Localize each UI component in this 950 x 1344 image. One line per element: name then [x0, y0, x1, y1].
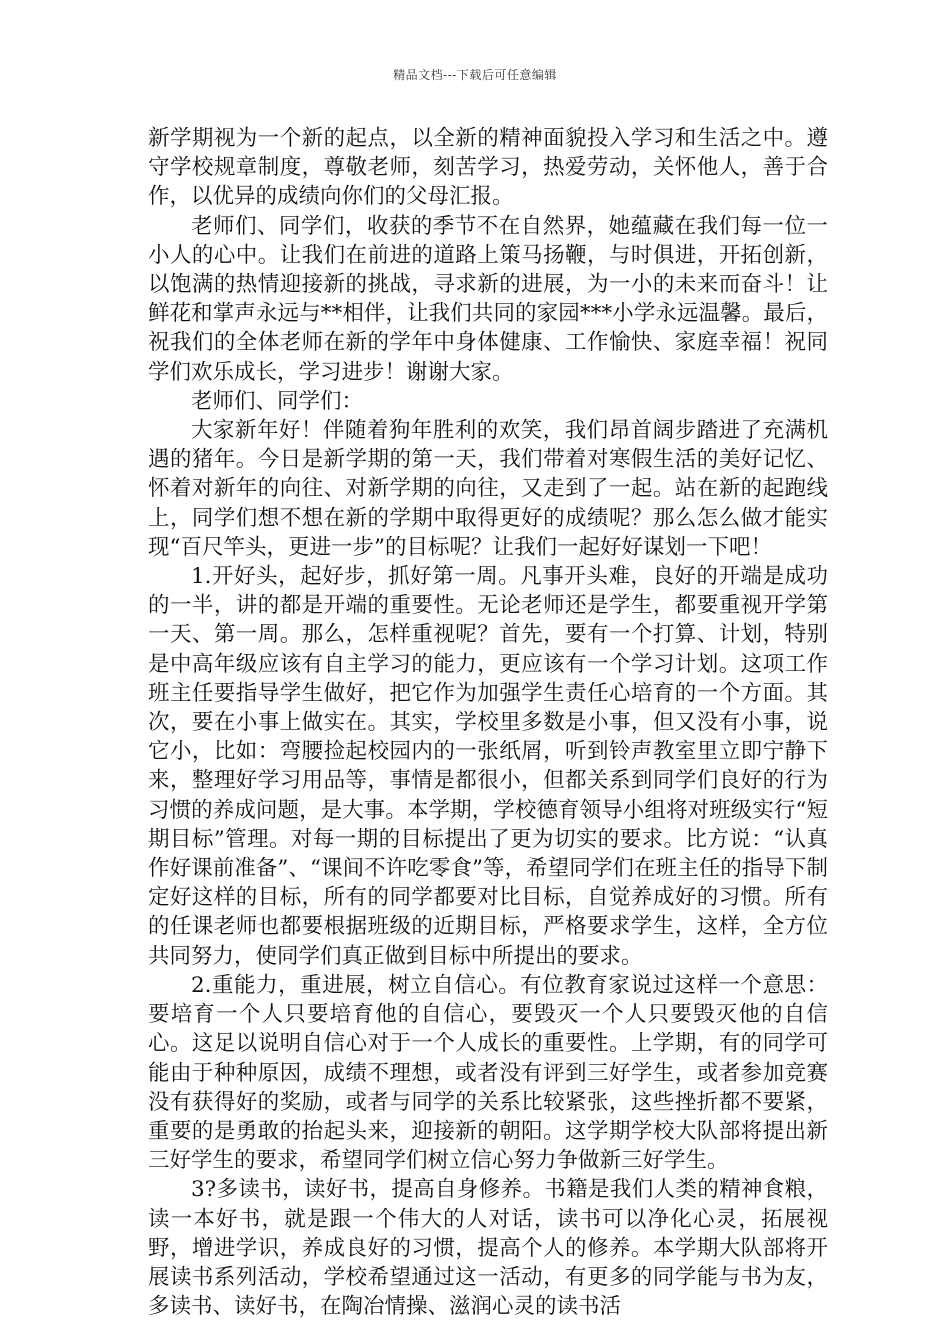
paragraph: 2.重能力，重进展，树立自信心。有位教育家说过这样一个意思：要培育一个人只要培育他的自信心，要毁灭一个人只要毁灭他的自信心。这足以说明自信心对于一个人成长的重要性。上学期，有的同学可能由于种种原因，成绩不理想，或者没有评到三好学生，或者参加竞赛没有获得好的奖励，或者与同学的关系比较紧张，这些挫折都不要紧，重要的是勇敢的抬起头来，迎接新的朝阳。这学期学校大队部将提出新三好学生的要求，希望同学们树立信心努力争做新三好学生。 [148, 972, 828, 1174]
paragraph: 新学期视为一个新的起点，以全新的精神面貌投入学习和生活之中。遵守学校规章制度，尊敬老师，刻苦学习，热爱劳动，关怀他人，善于合作，以优异的成绩向你们的父母汇报。 [148, 126, 828, 210]
page-header: 精品文档---下载后可任意编辑 [393, 68, 557, 82]
paragraph: 1.开好头，起好步，抓好第一周。凡事开头难，良好的开端是成功的一半，讲的都是开端的重要性。无论老师还是学生，都要重视开学第一天、第一周。那么，怎样重视呢？首先，要有一个打算、计划，特别是中高年级应该有自主学习的能力，更应该有一个学习计划。这项工作班主任要指导学生做好，把它作为加强学生责任心培育的一个方面。其次，要在小事上做实在。其实，学校里多数是小事，但又没有小事，说它小，比如：弯腰捡起校园内的一张纸屑，听到铃声教室里立即宁静下来，整理好学习用品等，事情是都很小，但都关系到同学们良好的行为习惯的养成问题，是大事。本学期，学校德育领导小组将对班级实行“短期目标”管理。对每一期的目标提出了更为切实的要求。比方说：“认真作好课前准备”、“课间不许吃零食”等，希望同学们在班主任的指导下制定好这样的目标，所有的同学都要对比目标，自觉养成好的习惯。所有的任课老师也都要根据班级的近期目标，严格要求学生，这样，全方位共同努力，使同学们真正做到目标中所提出的要求。 [148, 564, 828, 969]
paragraph: 大家新年好！伴随着狗年胜利的欢笑，我们昂首阔步踏进了充满机遇的猪年。今日是新学期的第一天，我们带着对寒假生活的美好记忆、怀着对新年的向往、对新学期的向往，又走到了一起。站在新的起跑线上，同学们想不想在新的学期中取得更好的成绩呢？那么怎么做才能实现“百尺竿头，更进一步”的目标呢？让我们一起好好谋划一下吧！ [148, 418, 828, 560]
paragraph: 老师们、同学们： [191, 388, 364, 414]
paragraph: 老师们、同学们，收获的季节不在自然界，她蕴藏在我们每一位一小人的心中。让我们在前进的道路上策马扬鞭，与时俱进，开拓创新，以饱满的热情迎接新的挑战，寻求新的进展，为一小的未来而奋斗！让鲜花和掌声永远与**相伴，让我们共同的家园***小学永远温馨。最后，祝我们的全体老师在新的学年中身体健康、工作愉快、家庭幸福！祝同学们欢乐成长，学习进步！谢谢大家。 [148, 213, 828, 385]
document-body [148, 124, 828, 1321]
paragraph: 3?多读书，读好书，提高自身修养。书籍是我们人类的精神食粮，读一本好书，就是跟一个伟大的人对话，读书可以净化心灵，拓展视野，增进学识，养成良好的习惯，提高个人的修养。本学期大队部将开展读书系列活动，学校希望通过这一活动，有更多的同学能与书为友，多读书、读好书，在陶冶情操、滋润心灵的读书活 [148, 1177, 828, 1320]
